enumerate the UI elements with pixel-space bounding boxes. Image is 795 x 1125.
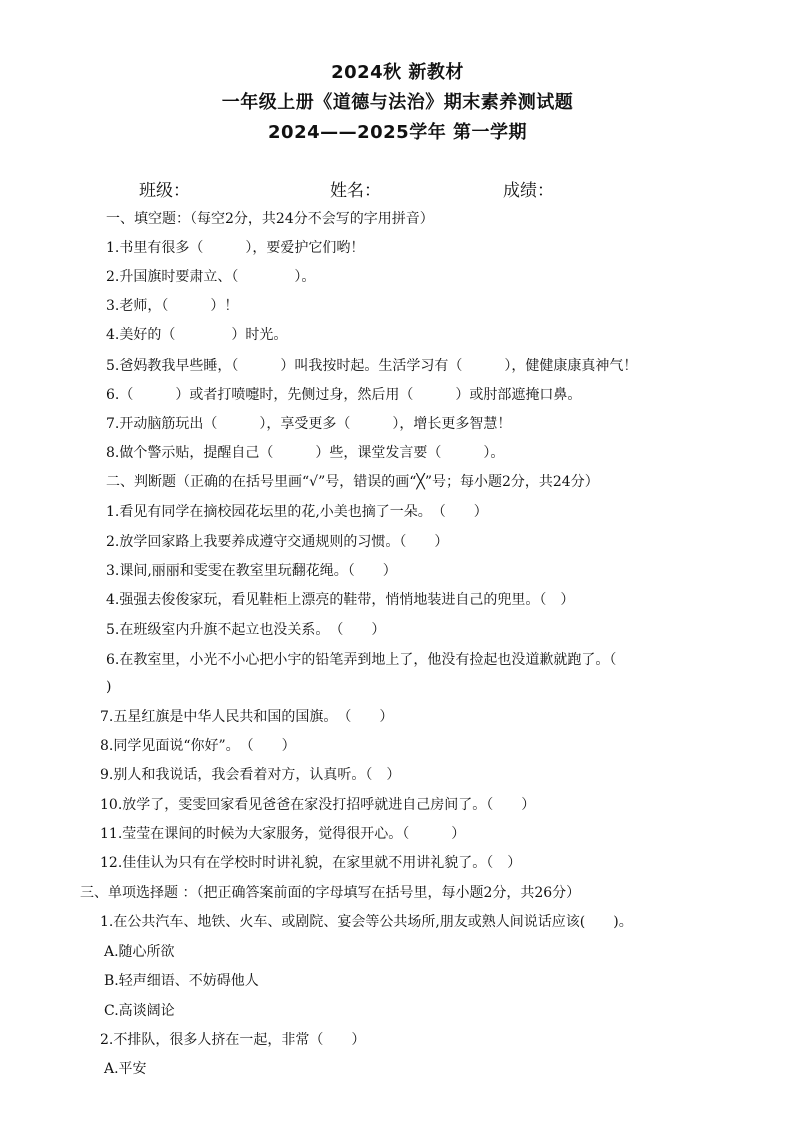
choice-option: C.高谈阔论 bbox=[104, 1003, 175, 1019]
title-school-year: 2024——2025学年 第一学期 bbox=[268, 122, 527, 143]
question-item: 7.五星红旗是中华人民共和国的国旗。 （ ） bbox=[100, 709, 394, 725]
question-item: 3.课间,丽丽和雯雯在教室里玩翻花绳。（ ） bbox=[106, 563, 397, 579]
choice-option: A.随心所欲 bbox=[104, 944, 175, 960]
question-item: 3.老师，（ ）！ bbox=[106, 298, 239, 314]
question-item: 11.莹莹在课间的时候为大家服务，觉得很开心。（ ） bbox=[100, 826, 466, 842]
question-item: 6.（ ）或者打喷嚏时，先侧过身，然后用（ ）或肘部遮掩口鼻。 bbox=[106, 387, 582, 403]
question-item-continuation: ) bbox=[106, 679, 112, 695]
question-item: 9.别人和我说话，我会看着对方，认真听。（ ） bbox=[100, 767, 401, 783]
name-label: 姓名： bbox=[330, 181, 381, 201]
question-item: 5.爸妈教我早些睡，（ ）叫我按时起。生活学习有（ ），健健康康真神气！ bbox=[106, 358, 638, 374]
question-item: 2.升国旗时要肃立、（ ）。 bbox=[106, 269, 316, 285]
student-info-row bbox=[0, 176, 795, 202]
question-item: 1.在公共汽车、地铁、火车、或剧院、宴会等公共场所,朋友或熟人间说话应该( )。 bbox=[100, 914, 633, 930]
question-item: 8.同学见面说“你好”。 （ ） bbox=[100, 738, 296, 754]
section-multiple-choice-heading: 三、单项选择题 ：（把正确答案前面的字母填写在括号里，每小题2分，共26分） bbox=[80, 885, 581, 901]
question-item: 2.放学回家路上我要养成遵守交通规则的习惯。（ ） bbox=[106, 534, 449, 550]
question-item: 1.书里有很多（ ），要爱护它们哟！ bbox=[106, 240, 365, 256]
question-item: 4.美好的（ ）时光。 bbox=[106, 327, 288, 343]
question-item: 2.不排队，很多人挤在一起，非常（ ） bbox=[100, 1032, 366, 1048]
score-label: 成绩： bbox=[503, 181, 554, 201]
question-item: 4.强强去俊俊家玩，看见鞋柜上漂亮的鞋带，悄悄地装进自己的兜里。（ ） bbox=[106, 592, 575, 608]
choice-option: A.平安 bbox=[104, 1061, 147, 1077]
title-exam-name: 一年级上册《道德与法治》期末素养测试题 bbox=[221, 92, 574, 113]
question-item: 7.开动脑筋玩出（ ），享受更多（ ），增长更多智慧！ bbox=[106, 416, 512, 432]
question-item: 12.佳佳认为只有在学校时时讲礼貌，在家里就不用讲礼貌了。（ ） bbox=[100, 855, 522, 871]
choice-option: B.轻声细语、不妨碍他人 bbox=[104, 973, 259, 989]
question-item: 8.做个警示贴，提醒自己（ ）些，课堂发言要（ ）。 bbox=[106, 445, 505, 461]
class-label: 班级： bbox=[139, 181, 190, 201]
question-item: 10.放学了，雯雯回家看见爸爸在家没打招呼就进自己房间了。（ ） bbox=[100, 797, 536, 813]
section-true-false-heading: 二、判断题（正确的在括号里画“√”号，错误的画“╳”号；每小题2分，共24分） bbox=[106, 474, 599, 490]
title-term: 2024秋 新教材 bbox=[331, 62, 464, 83]
question-item: 1.看见有同学在摘校园花坛里的花,小美也摘了一朵。 （ ） bbox=[106, 504, 488, 520]
question-item: 5.在班级室内升旗不起立也没关系。 （ ） bbox=[106, 622, 386, 638]
section-fill-blank-heading: 一、填空题：（每空2分，共24分不会写的字用拼音） bbox=[106, 211, 434, 227]
question-item: 6.在教室里，小光不小心把小宇的铅笔弄到地上了，他没有捡起也没道歉就跑了。（ bbox=[106, 652, 617, 668]
